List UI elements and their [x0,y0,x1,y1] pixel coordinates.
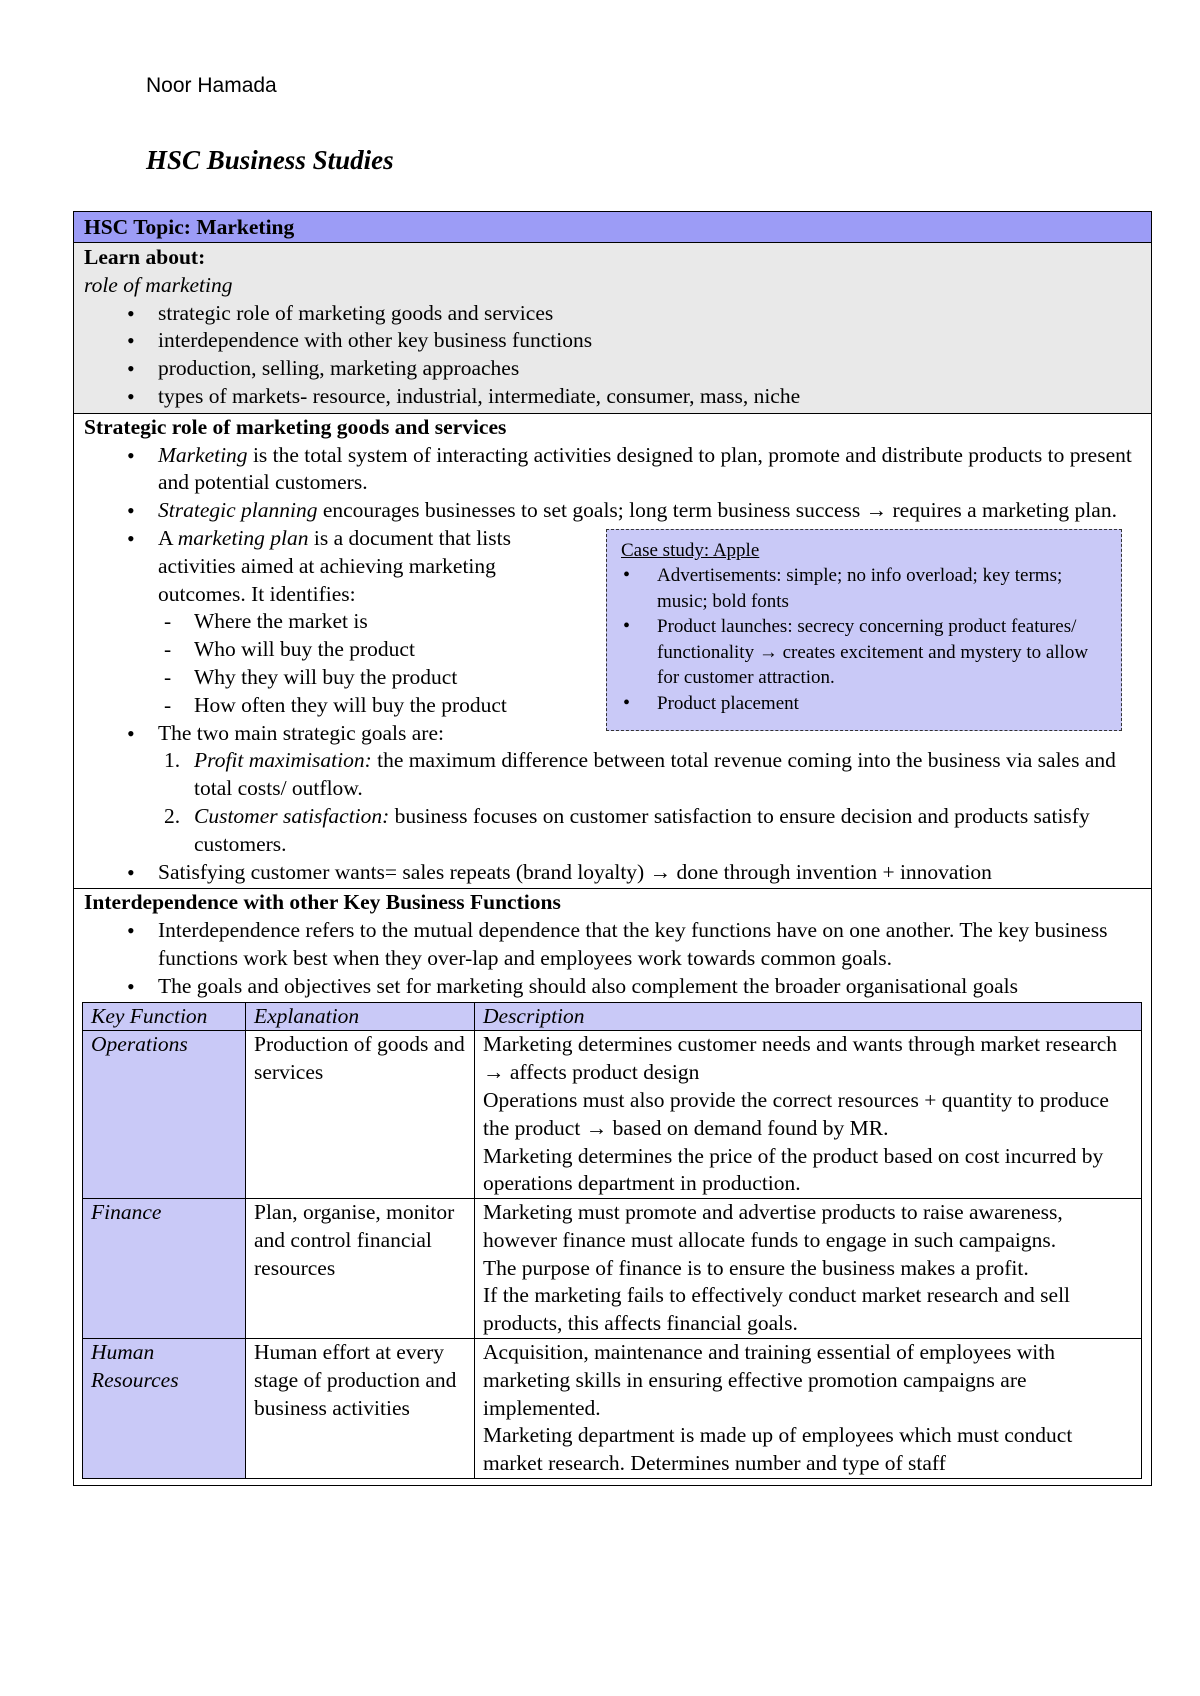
explanation-cell: Plan, organise, monitor and control financial resources [246,1199,475,1339]
description-cell [475,1031,1142,1199]
explanation-cell: Production of goods and services [246,1031,475,1199]
dash-item: - How often they will buy the product [84,692,1143,720]
description-cell [475,1199,1142,1339]
marketing-plan-block [84,525,1143,720]
term: Strategic planning [158,498,318,523]
goal-number: 1. [164,748,181,773]
description-line: Marketing must promote and advertise products to raise awareness, however finance must allocate funds to engage in such campaigns. [483,1200,1063,1252]
list-item: • strategic role of marketing goods and services [84,300,1143,328]
learn-about-section [74,243,1151,414]
goal-item [84,803,1143,859]
function-cell: Finance [83,1199,246,1339]
list-item [84,497,1143,525]
definition: the maximum difference between total revenue coming into the business via sales and total costs/ outflow. [194,748,1116,801]
dash-item: - Why they will buy the product [84,664,1143,692]
list-item: • The two main strategic goals are: [84,720,1143,748]
description-line: Acquisition, maintenance and training essential of employees with marketing skills in ensuring effective promotion campaigns are implemented. [483,1340,1055,1420]
interdependence-section [74,889,1151,1485]
text: A [158,525,178,550]
list-item: • interdependence with other key business functions [84,327,1143,355]
term: Marketing [158,442,248,467]
list-item: • types of markets- resource, industrial, intermediate, consumer, mass, niche [84,383,1143,411]
term: Profit maximisation: [194,748,372,773]
table-row [83,1031,1142,1199]
case-study-item: • Advertisements: simple; no info overload; key terms; music; bold fonts [621,563,1111,614]
explanation-cell: Human effort at every stage of production and business activities [246,1339,475,1479]
list-item: • Interdependence refers to the mutual dependence that the key functions have on one another. The key business functions work best when they over-lap and employees work towards common goals. [84,917,1143,973]
description-cell [475,1339,1142,1479]
section-heading: Strategic role of marketing goods and services [84,414,507,439]
learn-about-list [84,300,1143,411]
column-header: Description [475,1002,1142,1031]
column-header: Explanation [246,1002,475,1031]
function-cell: Human Resources [83,1339,246,1479]
learn-about-subheading: role of marketing [84,272,233,297]
key-functions-table [82,1002,1142,1480]
list-item [84,525,538,608]
description-line: Marketing department is made up of employees which must conduct market research. Determines number and type of staff [483,1423,1073,1476]
strategic-role-section [74,414,1151,890]
case-study-title: Case study: Apple [621,539,760,561]
description-line: Operations must also provide the correct resources + quantity to produce the product → based on demand found by MR. [483,1087,1109,1140]
document-title: HSC Business Studies [146,145,394,175]
goal-item [84,747,1143,803]
case-study-box [606,529,1122,731]
column-header: Key Function [83,1002,246,1031]
topic-header: HSC Topic: Marketing [74,212,1151,243]
term: marketing plan [177,525,309,550]
table-row [83,1199,1142,1339]
list-item: • production, selling, marketing approaches [84,355,1143,383]
definition: is a document that lists activities aimed at achieving marketing outcomes. It identifies: [158,525,511,606]
list-item: • The goals and objectives set for marketing should also complement the broader organisational goals [84,973,1143,1001]
case-study-item: • Product placement [621,691,1111,717]
definition: is the total system of interacting activities designed to plan, promote and distribute products to present and potential customers. [158,442,1132,495]
description-line: Marketing determines customer needs and wants through market research → affects product design [483,1032,1118,1085]
definition: encourages businesses to set goals; long term business success → requires a marketing plan. [317,498,1117,523]
dash-item: - Where the market is [84,608,1143,636]
learn-about-heading: Learn about: [84,245,206,269]
list-item [84,442,1143,498]
section-heading: Interdependence with other Key Business Functions [84,890,561,915]
topic-table [73,211,1152,1486]
case-study-item: • Product launches: secrecy concerning product features/ functionality → creates excitement and mystery to allow for customer attraction. [621,614,1111,691]
term: Customer satisfaction: [194,803,390,828]
description-line: The purpose of finance is to ensure the business makes a profit. [483,1255,1029,1280]
goal-number: 2. [164,803,181,828]
table-header-row [83,1002,1142,1031]
definition: business focuses on customer satisfaction to ensure decision and products satisfy customers. [194,803,1090,856]
dash-item: - Who will buy the product [84,636,1143,664]
table-row [83,1339,1142,1479]
function-cell: Operations [83,1031,246,1199]
list-item: • Satisfying customer wants= sales repeats (brand loyalty) → done through invention + innovation [84,859,1143,887]
description-line: Marketing determines the price of the product based on cost incurred by operations department in production. [483,1143,1104,1196]
description-line: If the marketing fails to effectively conduct market research and sell products, this affects financial goals. [483,1283,1071,1336]
author-name: Noor Hamada [146,74,277,97]
